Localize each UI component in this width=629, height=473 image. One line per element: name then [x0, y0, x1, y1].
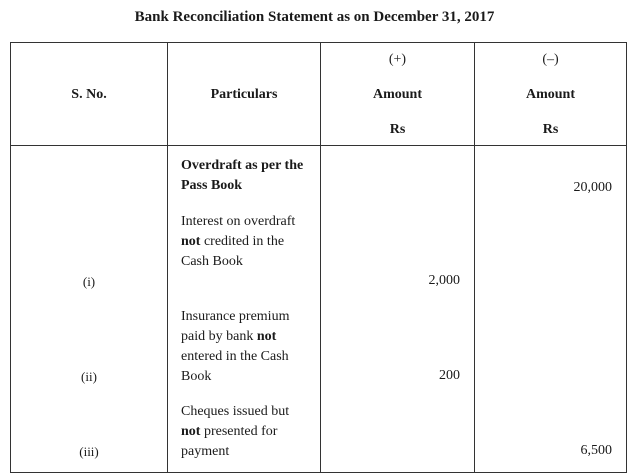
- header-particulars: [168, 43, 321, 146]
- plus-unit-label: Rs: [389, 122, 406, 137]
- minus-amount-3: 6,500: [580, 443, 612, 458]
- plus-sign-label: (+): [388, 52, 407, 67]
- plus-amount-column: [321, 146, 475, 473]
- particulars-1-part-b: credited in the Cash Book: [181, 234, 285, 269]
- particulars-3: [181, 402, 311, 462]
- sno-2: (ii): [81, 369, 97, 384]
- header-minus-amount: [475, 43, 627, 146]
- header-particulars-label: Particulars: [210, 87, 278, 102]
- particulars-1-part-a: Interest on overdraft: [181, 214, 296, 229]
- particulars-1-bold: not: [181, 234, 201, 249]
- particulars-2-bold: not: [256, 329, 277, 344]
- reconciliation-table: [10, 42, 627, 473]
- particulars-column: [168, 146, 321, 473]
- minus-amount-label: Amount: [525, 87, 575, 102]
- sno-column: [11, 146, 168, 473]
- particulars-3-part-a: Cheques issued but: [181, 404, 290, 419]
- particulars-0-text: Overdraft as per the Pass Book: [181, 158, 304, 193]
- plus-amount-1: 2,000: [428, 273, 460, 288]
- plus-amount-label: Amount: [372, 87, 422, 102]
- header-row: [11, 43, 627, 146]
- particulars-2-part-b: entered in the Cash Book: [181, 349, 289, 384]
- sno-1: (i): [82, 274, 96, 289]
- header-sno-label: S. No.: [71, 87, 107, 102]
- particulars-0: [181, 156, 311, 196]
- particulars-2: [181, 307, 311, 387]
- minus-unit-label: Rs: [542, 122, 559, 137]
- particulars-3-part-b: presented for payment: [181, 424, 278, 459]
- particulars-3-bold: not: [181, 424, 201, 439]
- header-plus-amount: [321, 43, 475, 146]
- statement-title: Bank Reconciliation Statement as on December 31, 2017: [134, 9, 495, 25]
- particulars-1: [181, 212, 311, 272]
- minus-amount-column: [475, 146, 627, 473]
- sno-3: (iii): [79, 444, 99, 459]
- body-row: [11, 146, 627, 473]
- header-sno: [11, 43, 168, 146]
- minus-sign-label: (–): [542, 52, 559, 67]
- particulars-2-part-a: Insurance premium paid by bank: [181, 309, 290, 344]
- plus-amount-2: 200: [439, 368, 460, 383]
- minus-amount-0: 20,000: [573, 180, 612, 195]
